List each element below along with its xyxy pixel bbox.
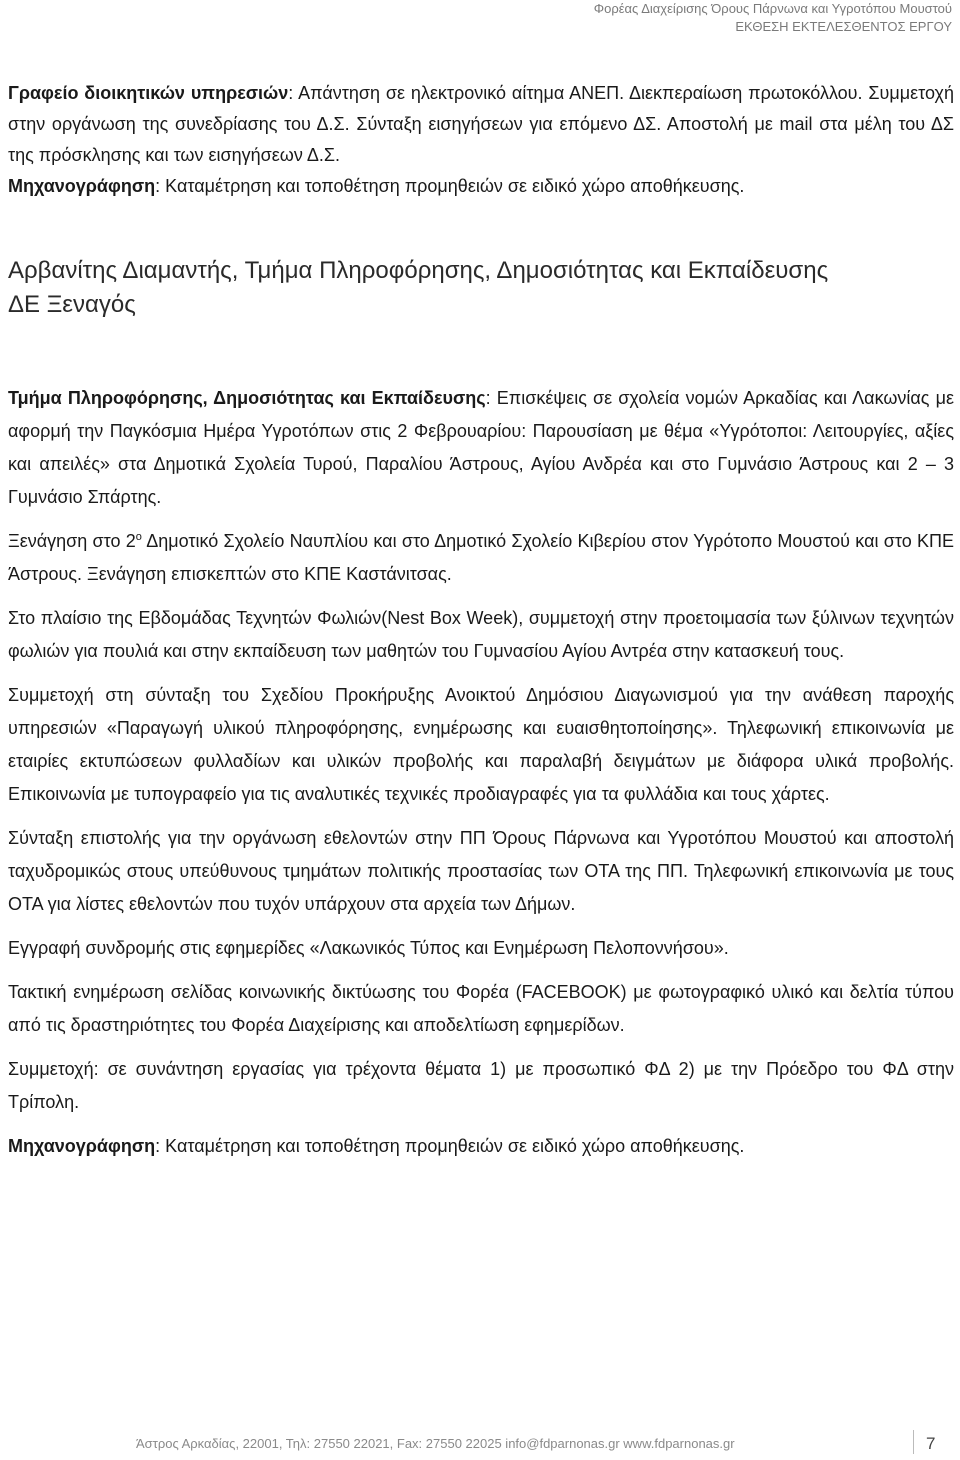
- footer-address: Άστρος Αρκαδίας, 22001, Τηλ: 27550 22021, Fax: 27550 22025 info@fdparnonas.gr www.fdparnonas.gr: [136, 1436, 735, 1451]
- mechanography-label: Μηχανογράφηση: [8, 176, 156, 196]
- activity-paragraph: Τακτική ενημέρωση σελίδας κοινωνικής δικτύωσης του Φορέα (FACEBOOK) με φωτογραφικό υλικό και δελτία τύπου από τις δραστηριότητες του Φορέα Διαχείρισης και αποδελτίωση εφημερίδων.: [8, 982, 954, 1035]
- activity-text: : Καταμέτρηση και τοποθέτηση προμηθειών σε ειδικό χώρο αποθήκευσης.: [155, 1136, 745, 1156]
- activity-paragraph: Συμμετοχή στη σύνταξη του Σχεδίου Προκήρυξης Ανοικτού Δημόσιου Διαγωνισμού για την ανάθεση παροχής υπηρεσιών «Παραγωγή υλικού πληροφόρησης, ενημέρωσης και ευαισθητοποίησης». Τηλεφωνική επικοινωνία με εταιρίες εκτυπώσεων φυλλαδίων και υλικών προβολής και παραλαβή δειγμάτων με διάφορα υλικά προβολής. Επικοινωνία με τυπογραφείο για τις αναλυτικές τεχνικές προδιαγραφές για τα φυλλάδια και τους χάρτες.: [8, 685, 954, 804]
- page-content: [8, 78, 954, 1174]
- department-label: Τμήμα Πληροφόρησης, Δημοσιότητας και Εκπαίδευσης: [8, 388, 486, 408]
- person-heading: [8, 254, 954, 322]
- mechanography-label: Μηχανογράφηση: [8, 1136, 156, 1156]
- person-role-line: ΔΕ Ξεναγός: [8, 291, 136, 318]
- header-organization: Φορέας Διαχείρισης Όρους Πάρνωνα και Υγροτόπου Μουστού: [593, 1, 952, 16]
- header-report-title: ΕΚΘΕΣΗ ΕΚΤΕΛΕΣΘΕΝΤΟΣ ΕΡΓΟΥ: [735, 19, 952, 34]
- mechanography-text: : Καταμέτρηση και τοποθέτηση προμηθειών σε ειδικό χώρο αποθήκευσης.: [155, 176, 745, 196]
- activity-paragraph: Σύνταξη επιστολής για την οργάνωση εθελοντών στην ΠΠ Όρους Πάρνωνα και Υγροτόπου Μουστού και αποστολή ταχυδρομικώς στους υπεύθυνους τμημάτων πολιτικής προστασίας των ΟΤΑ της ΠΠ. Τηλεφωνική επικοινωνία με τους ΟΤΑ για λίστες εθελοντών που τυχόν υπάρχουν στα αρχεία των Δήμων.: [8, 828, 954, 914]
- footer-divider: [913, 1430, 914, 1454]
- activity-paragraph: Συμμετοχή: σε συνάντηση εργασίας για τρέχοντα θέματα 1) με προσωπικό ΦΔ 2) με την Πρόεδρο του ΦΔ στην Τρίπολη.: [8, 1059, 954, 1112]
- page-number: 7: [926, 1434, 936, 1453]
- activity-paragraph: [8, 1130, 954, 1163]
- page-header: [594, 0, 952, 36]
- admin-block: [8, 78, 954, 202]
- mechanography-paragraph: [8, 171, 954, 202]
- admin-paragraph: [8, 78, 954, 171]
- activity-paragraph: Εγγραφή συνδρομής στις εφημερίδες «Λακωνικός Τύπος και Ενημέρωση Πελοποννήσου».: [8, 938, 729, 958]
- admin-label: Γραφείο διοικητικών υπηρεσιών: [8, 83, 289, 103]
- activity-text: : Επισκέψεις σε σχολεία νομών Αρκαδίας και Λακωνίας με αφορμή την Παγκόσμια Ημέρα Υγροτόπων στις 2 Φεβρουαρίου: Παρουσίαση με θέμα «Υγρότοποι: Λειτουργίες, αξίες και απειλές» στα Δημοτικά Σχολεία Τυρού, Παραλίου Άστρους, Αγίου Ανδρέα και στο Γυμνάσιο Άστρους και 2 – 3 Γυμνάσιο Σπάρτης.: [8, 388, 955, 507]
- admin-text: : Απάντηση σε ηλεκτρονικό αίτημα ΑΝΕΠ. Διεκπεραίωση πρωτοκόλλου. Συμμετοχή στην οργάνωση της συνεδρίασης του Δ.Σ. Σύνταξη εισηγήσεων για επόμενο ΔΣ. Αποστολή με mail στα μέλη του ΔΣ της πρόσκλησης και των εισηγήσεων Δ.Σ.: [8, 83, 954, 165]
- activities-section: [8, 382, 954, 1163]
- activity-text: Ξενάγηση στο 2: [8, 531, 136, 551]
- activity-text: Δημοτικό Σχολείο Ναυπλίου και στο Δημοτικό Σχολείο Κιβερίου στον Υγρότοπο Μουστού και στο ΚΠΕ Άστρους. Ξενάγηση επισκεπτών στο ΚΠΕ Καστάνιτσας.: [8, 531, 955, 584]
- activity-paragraph: [8, 525, 954, 591]
- ordinal-superscript: ο: [135, 531, 142, 543]
- activity-paragraph: [8, 382, 954, 514]
- person-name-line: Αρβανίτης Διαμαντής, Τμήμα Πληροφόρησης, Δημοσιότητας και Εκπαίδευσης: [8, 257, 829, 284]
- activity-paragraph: Στο πλαίσιο της Εβδομάδας Τεχνητών Φωλιών(Nest Box Week), συμμετοχή στην προετοιμασία των ξύλινων τεχνητών φωλιών για πουλιά και στην εκπαίδευση των μαθητών του Γυμνασίου Αγίου Αντρέα στην κατασκευή τους.: [8, 608, 954, 661]
